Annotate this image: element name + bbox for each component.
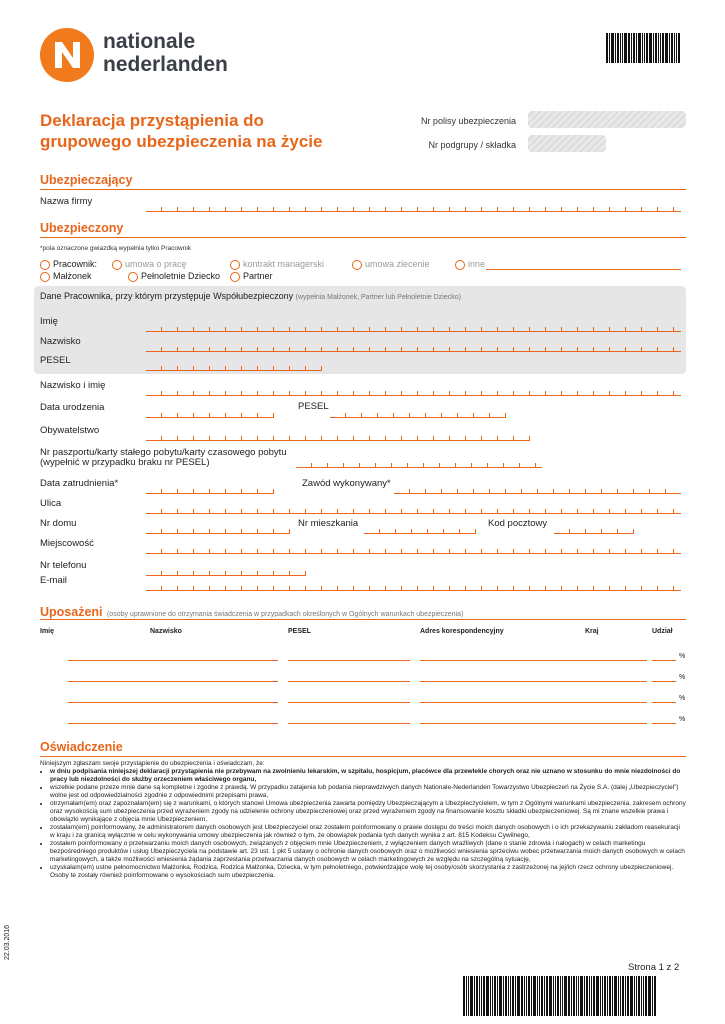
col-pesel: PESEL [288,628,311,635]
section-beneficiaries-rule [40,619,686,620]
passport-label-line-1: Nr paszportu/karty stałego pobytu/karty czasowego pobytu [40,447,287,458]
radio-adult-child[interactable] [128,271,220,282]
beneficiary-share[interactable] [652,723,676,724]
beneficiary-last-name[interactable] [150,702,278,703]
barcode-bottom [463,976,695,1016]
group-number-field[interactable] [528,135,606,152]
phone-label: Nr telefonu [40,560,87,571]
declaration-text [40,760,686,880]
radio-mandate-contract[interactable] [352,259,430,270]
employee-data-panel-title [40,291,461,301]
page-number: Strona 1 z 2 [628,962,680,973]
beneficiary-pesel[interactable] [288,702,410,703]
beneficiary-country[interactable] [585,660,647,661]
house-number-label: Nr domu [40,518,77,529]
company-name-field[interactable] [146,199,681,212]
house-number-field[interactable] [146,521,290,534]
radio-employment-contract-label: umowa o pracę [125,259,187,269]
radio-icon [230,272,240,282]
radio-adult-child-label: Pełnoletnie Dziecko [141,271,221,281]
beneficiary-last-name[interactable] [150,681,278,682]
employee-last-name-field[interactable] [146,339,681,352]
percent-sign: % [679,695,686,702]
col-country: Kraj [585,628,599,635]
radio-icon [352,260,362,270]
col-last-name: Nazwisko [150,628,182,635]
beneficiary-country[interactable] [585,702,647,703]
employee-first-name-label: Imię [40,316,58,327]
city-field[interactable] [146,541,681,554]
beneficiary-share[interactable] [652,702,676,703]
radio-employment-contract[interactable] [112,259,187,270]
group-number-label: Nr podgrupy / składka [428,140,516,150]
radio-partner-label: Partner [243,271,273,281]
radio-mandate-contract-label: umowa zlecenie [365,259,430,269]
radio-spouse-label: Małżonek [53,271,92,281]
beneficiary-address[interactable] [420,660,605,661]
beneficiary-pesel[interactable] [288,723,410,724]
panel-title-text: Dane Pracownika, przy którym przystępuje Współubezpieczony [40,291,294,301]
birth-date-field[interactable] [146,405,274,418]
passport-label-line-2: (wypełnić w przypadku braku nr PESEL) [40,457,210,468]
declaration-item: • zostałem poinformowany o przetwarzaniu moich danych osobowych, związanych z objęciem mnie Ubezpieczeniem, z wyłączeniem danych wrażliwych (dane o stanie zdrowia i nałogach) w celach marketingu bezpośredniego produktów i usług Ubezpieczyciela na podstawie art. 23 ust. 1 pkt 5 ustawy o ochronie danych osobowych oraz o możliwości wniesienia sprzeciwu wobec przetwarzania moich danych osobowych w celach marketingowych, a także możliwości wniesienia żądania zaprzestania przetwarzania danych osobowych w celach marketingowych ze względu na szczególną sytuację, [50,840,686,864]
profession-field[interactable] [394,481,681,494]
phone-field[interactable] [146,563,306,576]
radio-icon [230,260,240,270]
pesel-field[interactable] [330,405,506,418]
zip-code-label: Kod pocztowy [488,518,548,529]
radio-partner[interactable] [230,271,273,282]
section-insured-heading: Ubezpieczony [40,221,124,235]
zip-code-field[interactable] [554,521,634,534]
profession-label: Zawód wykonywany* [302,478,391,489]
section-declaration-rule [40,756,686,757]
policy-number-field[interactable] [528,111,686,128]
policy-number-label: Nr polisy ubezpieczenia [420,116,516,126]
beneficiary-address[interactable] [420,702,605,703]
pesel-label: PESEL [298,401,329,412]
declaration-intro: Niniejszym zgłaszam swoje przystąpienie do ubezpieczenia i oświadczam, że: [40,760,265,767]
company-name-label: Nazwa firmy [40,196,93,207]
beneficiary-address[interactable] [420,681,605,682]
radio-icon [455,260,465,270]
declaration-item: • zostałam(em) poinformowany, że administratorem danych osobowych jest Ubezpieczyciel oraz zostałem poinformowany o prawie dostępu do treści moich danych osobowych i o ich przekazywaniu zakładom reasekuracji w kraju i za granicą wyłącznie w celu wykonywania umowy ubezpieczenia jak również o tym, że obowiązek podania tych danych wynika z art. 815 Kodeksu Cywilnego, [50,824,686,840]
city-label: Miejscowość [40,538,94,549]
radio-other[interactable] [455,259,485,270]
declaration-item: • w dniu podpisania niniejszej deklaracji przystąpienia nie przebywam na zwolnieniu lekarskim, w szpitalu, hospicjum, placówce dla przewlekle chorych oraz nie uznano w stosunku do mnie niezdolności do pracy lub niezdolności do służby orzeczeniem właściwego organu, [50,768,686,784]
radio-managerial-contract[interactable] [230,259,324,270]
employee-pesel-label: PESEL [40,355,71,366]
birth-date-label: Data urodzenia [40,402,105,413]
beneficiaries-heading-text: Uposażeni [40,605,103,619]
declaration-item: • uzyskałam(em) ustne pełnomocnictwo Małżonka, Rodzica, Rodzica Małżonka, Dziecka, w tym pełnoletniego, potwierdzające wolę tej osoby/osób skorzystania z zastrzeżonej na jej/ich rzecz ochrony ubezpieczeniowej. Osoby te zostały również poinformowane o wysokościach sum ubezpieczenia. [50,864,686,880]
radio-icon [112,260,122,270]
section-insurer-heading: Ubezpieczający [40,173,133,187]
form-date: 22.03.2016 [4,924,11,960]
col-address: Adres korespondencyjny [420,628,504,635]
apartment-number-label: Nr mieszkania [298,518,359,529]
employee-last-name-label: Nazwisko [40,336,81,347]
section-declaration-heading: Oświadczenie [40,740,123,754]
employee-pesel-field[interactable] [146,358,322,371]
section-insured-rule [40,237,686,238]
document-title: Deklaracja przystąpienia do grupowego ubezpieczenia na życie [40,111,323,151]
radio-employee[interactable] [40,259,97,270]
radio-other-label: inne [468,259,486,269]
full-name-field[interactable] [146,383,681,396]
col-share: Udział [652,628,673,635]
percent-sign: % [679,674,686,681]
beneficiary-last-name[interactable] [150,723,278,724]
percent-sign: % [679,653,686,660]
street-field[interactable] [146,501,681,514]
employee-first-name-field[interactable] [146,319,681,332]
beneficiary-pesel[interactable] [288,681,410,682]
insured-note: *pola oznaczone gwiazdką wypełnia tylko Pracownik [40,245,192,252]
beneficiaries-note: (osoby uprawnione do otrzymania świadczenia w przypadkach określonych w Ogólnych warunkach ubezpieczenia) [106,611,464,618]
col-first-name: Imię [40,628,55,635]
brand-line-1: nationale [103,30,196,53]
brand-name [103,30,228,76]
declaration-list [40,768,686,880]
nn-logo-mark [40,28,94,82]
other-field[interactable] [486,269,681,270]
brand-line-2: nederlanden [103,53,228,76]
passport-label [40,448,287,468]
radio-icon [40,272,50,282]
beneficiary-last-name[interactable] [150,660,278,661]
citizenship-field[interactable] [146,428,530,441]
declaration-item: • wszelkie podane przeze mnie dane są kompletne i zgodne z prawdą. W przypadku zatajenia lub podania nieprawdziwych danych Nationale-Nederlanden Towarzystwo Ubezpieczeń na Życie S.A. (dalej „Ubezpieczyciel”) wolne jest od odpowiedzialności zgodnie z odpowiednimi przepisami prawa, [50,784,686,800]
barcode-top [606,33,688,63]
radio-employee-label: Pracownik: [53,259,98,269]
apartment-number-field[interactable] [364,521,476,534]
beneficiary-share[interactable] [652,681,676,682]
beneficiary-share[interactable] [652,660,676,661]
employment-date-label: Data zatrudnienia* [40,478,119,489]
full-name-label: Nazwisko i imię [40,380,106,391]
panel-title-note: (wypełnia Małżonek, Partner lub Pełnoletnie Dziecko) [295,294,461,301]
passport-field[interactable] [296,455,542,468]
email-field[interactable] [146,578,681,591]
radio-managerial-contract-label: kontrakt managerski [243,259,325,269]
email-label: E-mail [40,575,67,586]
beneficiary-pesel[interactable] [288,660,410,661]
street-label: Ulica [40,498,62,509]
percent-sign: % [679,716,686,723]
beneficiary-address[interactable] [420,723,605,724]
radio-icon [40,260,50,270]
citizenship-label: Obywatelstwo [40,425,100,436]
section-insurer-rule [40,189,686,190]
beneficiary-country[interactable] [585,723,647,724]
radio-icon [128,272,138,282]
employment-date-field[interactable] [146,481,274,494]
radio-spouse[interactable] [40,271,92,282]
declaration-item: • otrzymałam(em) oraz zapoznałam(em) się z warunkami, o których stanowi Umowa ubezpieczenia zawarta pomiędzy Ubezpieczającym a Ubezpieczycielem, w tym z Ogólnymi warunkami ubezpieczenia, zakresem ochrony oraz wysokością sum ubezpieczenia przed wyrażeniem zgody na udzielenie ochrony ubezpieczeniowej oraz przed wyrażeniem zgody na finansowanie kosztu składki ubezpieczeniowej. Są mi znane wszelkie prawa i obowiązki wynikające z objęcia mnie Ubezpieczeniem, [50,800,686,824]
beneficiary-country[interactable] [585,681,647,682]
